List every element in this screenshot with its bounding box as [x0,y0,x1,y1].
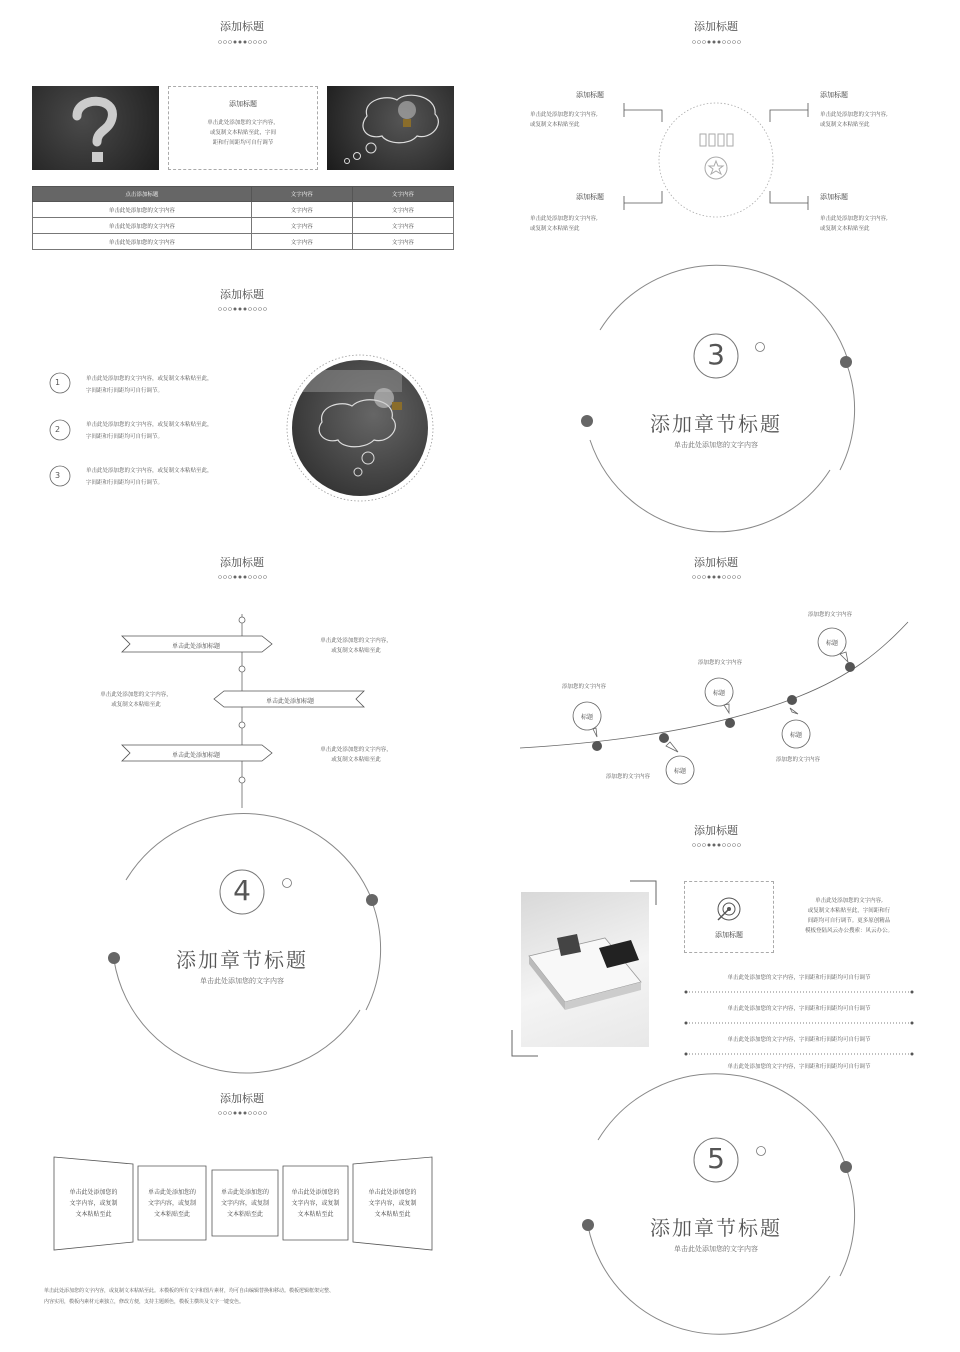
box-label: 添加标题 [715,931,743,939]
list-number: 1 [55,378,61,387]
item-line: 或复制文本粘贴至此 [820,122,870,128]
list-line: 单击此处添加您的文字内容，或复制文本粘贴至此， [86,422,213,428]
card-line: 单击此处添加您的 [220,1189,269,1196]
text-line: 单击此处添加您的文字内容， [100,692,172,698]
list-line: 单击此处添加您的文字内容，或复制文本粘贴至此， [86,468,213,474]
bubble-label: 标题 [580,714,593,721]
item-line: 或复制文本粘贴至此 [530,122,580,128]
card-line: 文字内容，或复制 [220,1200,269,1207]
card-line: 文本粘贴至此 [297,1211,334,1218]
chapter-title: 添加章节标题 [650,412,782,436]
text-line: 模板登陆风云办公搜索：风云办公。 [804,928,893,934]
item-heading: 添加标题 [576,193,604,201]
table-cell: 文字内容 [352,202,453,218]
list-line: 字间距和行间距均可自行调节。 [86,434,164,440]
arrow-label: 单击此处添加标题 [171,643,220,650]
card-line: 单击此处添加您的 [291,1189,340,1196]
bubble-caption: 添加您的文字内容 [808,612,853,618]
chapter-subtitle: 单击此处添加您的文字内容 [674,1245,758,1253]
box-line-1: 单击此处添加您的文字内容， [207,120,279,126]
slide9-title: 添加标题 [220,1092,264,1105]
item-line: 单击此处添加您的文字内容, [820,112,888,118]
table-cell: 单击此处添加您的文字内容 [33,234,252,250]
text-line: 或复制文本粘贴至此 [331,757,381,763]
text-line: 或复制文本粘贴至此，字间距和行 [807,908,891,914]
item-heading: 添加标题 [820,91,848,99]
text-line: 间距均可自行调节。更多原创精品 [807,918,891,924]
item-heading: 添加标题 [820,193,848,201]
table-cell: 文字内容 [251,218,352,234]
card-line: 文本粘贴至此 [226,1211,263,1218]
card-line: 文字内容，或复制 [291,1200,340,1207]
slide1-title: 添加标题 [220,20,264,33]
card-line: 单击此处添加您的 [368,1189,417,1196]
text-line: 单击此处添加您的文字内容， [320,747,392,753]
footer-text: 内容实用，模板内素材元素独立，修改方便，支持主题颜色，模板主横块及文字一键变色。 [44,1299,245,1305]
table-header: 点击添加标题 [33,187,252,202]
card-line: 文本粘贴至此 [75,1211,112,1218]
card-line: 单击此处添加您的 [69,1189,118,1196]
line-text: 单击此处添加您的文字内容，字间距和行间距均可自行调节 [727,975,871,981]
table-cell: 文字内容 [251,202,352,218]
chapter-number: 3 [707,338,725,371]
bubble-label: 标题 [825,640,838,647]
item-line: 单击此处添加您的文字内容, [530,112,598,118]
bubble-label: 标题 [789,732,802,739]
item-line: 单击此处添加您的文字内容, [820,216,888,222]
line-text: 单击此处添加您的文字内容，字间距和行间距均可自行调节 [727,1064,871,1070]
slide6-title: 添加标题 [694,556,738,569]
item-line: 单击此处添加您的文字内容, [530,216,598,222]
chapter-title: 添加章节标题 [176,948,308,972]
list-line: 字间距和行间距均可自行调节。 [86,388,164,394]
chapter-subtitle: 单击此处添加您的文字内容 [674,441,758,449]
list-line: 单击此处添加您的文字内容，或复制文本粘贴至此， [86,376,213,382]
text-line: 单击此处添加您的文字内容， [320,638,392,644]
arrow-label: 单击此处添加标题 [265,698,314,705]
table-cell: 单击此处添加您的文字内容 [33,202,252,218]
slide3-title: 添加标题 [220,288,264,301]
table-cell: 文字内容 [352,234,453,250]
bubble-label: 标题 [712,690,725,697]
line-text: 单击此处添加您的文字内容，字间距和行间距均可自行调节 [727,1037,871,1043]
chapter-subtitle: 单击此处添加您的文字内容 [200,977,284,985]
list-line: 字间距和行间距均可自行调节。 [86,480,164,486]
card-line: 单击此处添加您的 [147,1189,196,1196]
chapter-title: 添加章节标题 [650,1216,782,1240]
chapter-number: 5 [707,1142,725,1175]
list-number: 3 [55,471,61,480]
table-cell: 文字内容 [352,218,453,234]
item-heading: 添加标题 [576,91,604,99]
box-title: 添加标题 [229,100,257,108]
card-line: 文本粘贴至此 [374,1211,411,1218]
card-line: 文字内容，或复制 [69,1200,118,1207]
card-line: 文本粘贴至此 [153,1211,190,1218]
box-line-3: 距和行间距均可自行调节 [212,140,274,146]
bubble-label: 标题 [673,768,686,775]
bubble-caption: 添加您的文字内容 [606,774,651,780]
table-cell: 文字内容 [251,234,352,250]
card-line: 文字内容，或复制 [147,1200,196,1207]
arrow-label: 单击此处添加标题 [171,752,220,759]
text-line: 单击此处添加您的文字内容, [815,898,883,904]
item-line: 或复制文本粘贴至此 [820,226,870,232]
list-number: 2 [55,425,61,434]
footer-text: 单击此处添加您的文字内容，或复制文本粘贴至此。本模板的所有文字和图片素材，均可自由编辑替换和移动。模板逻辑框架完整、 [44,1288,335,1294]
table-header: 文字内容 [352,187,453,202]
item-line: 或复制文本粘贴至此 [530,226,580,232]
table-cell: 单击此处添加您的文字内容 [33,218,252,234]
bubble-caption: 添加您的文字内容 [562,684,607,690]
card-line: 文字内容，或复制 [368,1200,417,1207]
slide8-title: 添加标题 [694,824,738,837]
chapter-number: 4 [233,874,251,907]
bubble-caption: 添加您的文字内容 [698,660,743,666]
slide5-title: 添加标题 [220,556,264,569]
line-text: 单击此处添加您的文字内容，字间距和行间距均可自行调节 [727,1006,871,1012]
table-header: 文字内容 [251,187,352,202]
text-line: 或复制文本粘贴至此 [111,702,161,708]
box-line-2: 或复制文本粘贴至此，字间 [209,130,276,136]
text-line: 或复制文本粘贴至此 [331,648,381,654]
bubble-caption: 添加您的文字内容 [776,757,821,763]
slide2-title: 添加标题 [694,20,738,33]
